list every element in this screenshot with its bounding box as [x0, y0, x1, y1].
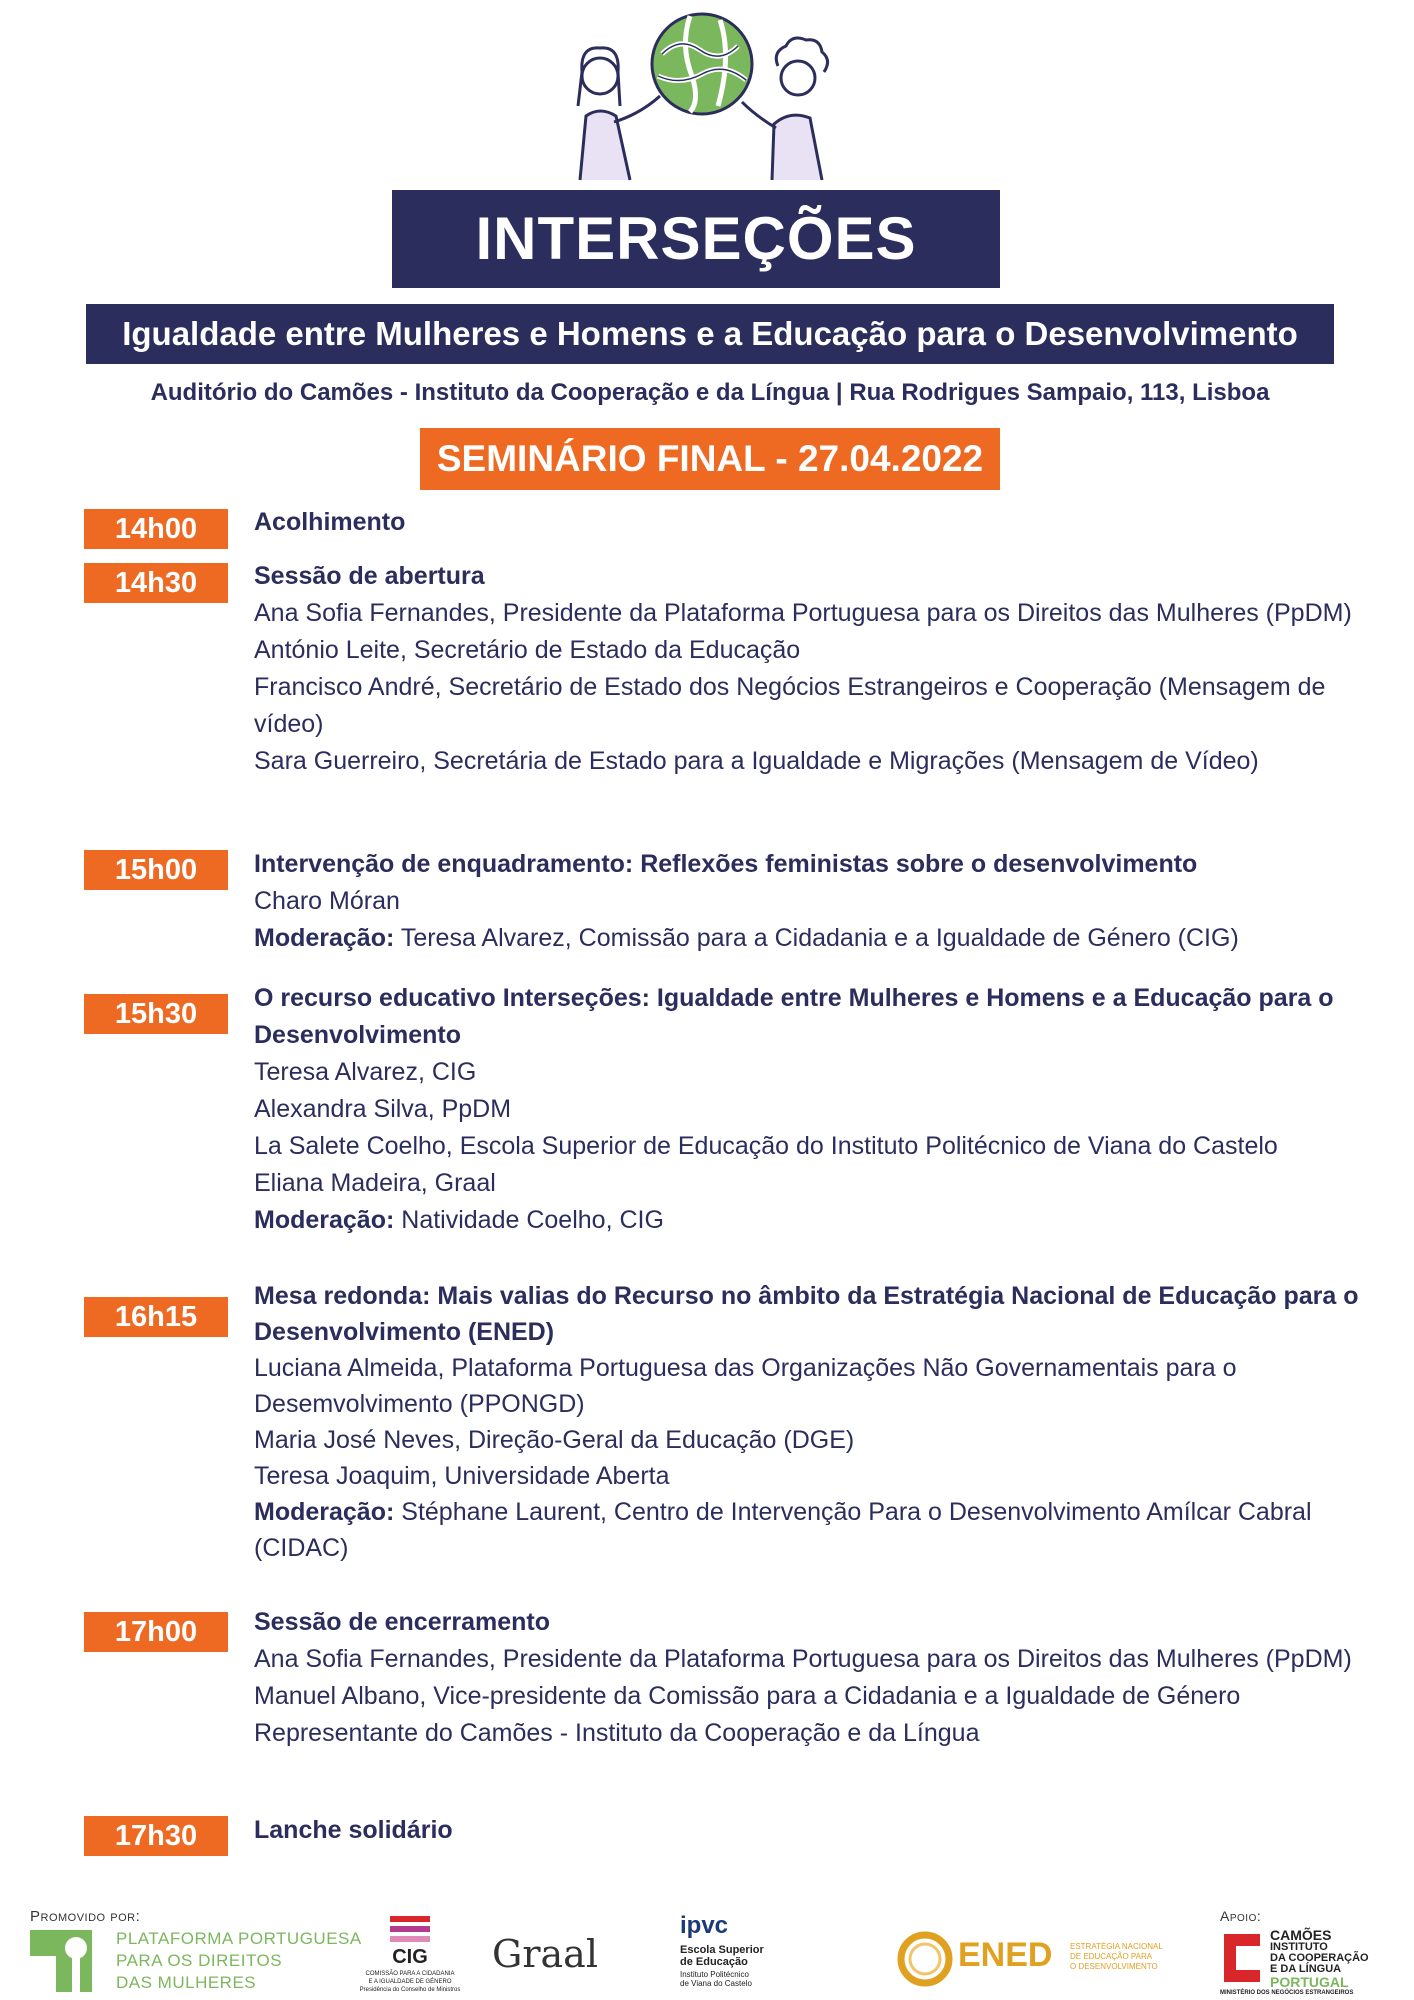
ipvc-line: de Viana do Castelo: [680, 1979, 752, 1988]
moderation-label: Moderação:: [254, 924, 395, 952]
session-title: Sessão de encerramento: [254, 1608, 550, 1636]
speaker-line: Teresa Alvarez, CIG: [254, 1058, 477, 1086]
speaker-line: Representante do Camões - Instituto da Cooperação e da Língua: [254, 1719, 980, 1747]
cig-bar: [390, 1926, 430, 1932]
moderation-line: [254, 920, 1384, 957]
camoes-line: DA COOPERAÇÃO: [1270, 1952, 1369, 1964]
cig-logo-bars: [390, 1916, 430, 1942]
cig-bar: [390, 1936, 430, 1942]
speaker-line: Sara Guerreiro, Secretária de Estado para a Igualdade e Migrações (Mensagem de Vídeo): [254, 747, 1259, 775]
cig-line: E A IGUALDADE DE GÉNERO: [368, 1979, 452, 1985]
ened-logo: ENED: [958, 1936, 1053, 1974]
time-badge: 14h00: [84, 509, 228, 549]
moderation-label: Moderação:: [254, 1498, 395, 1526]
program-item: [254, 1812, 1384, 1849]
page-subtitle: Igualdade entre Mulheres e Homens e a Educação para o Desenvolvimento: [86, 304, 1334, 364]
ened-ring-icon: [896, 1930, 954, 1988]
camoes-country: PORTUGAL: [1270, 1974, 1349, 1990]
seminar-date-banner: SEMINÁRIO FINAL - 27.04.2022: [420, 428, 1000, 490]
speaker-line: Alexandra Silva, PpDM: [254, 1095, 512, 1123]
support-label: Apoio:: [1220, 1908, 1262, 1924]
ppdm-line: PLATAFORMA PORTUGUESA: [116, 1929, 362, 1948]
moderation-label: Moderação:: [254, 1206, 395, 1234]
ipvc-logo-text: [680, 1944, 764, 1968]
time-badge: 16h15: [84, 1297, 228, 1337]
moderation-line: [254, 1494, 1384, 1566]
ened-logo-text: [1070, 1942, 1163, 1972]
session-title: Sessão de abertura: [254, 562, 485, 590]
speaker-line: Ana Sofia Fernandes, Presidente da Plataforma Portuguesa para os Direitos das Mulheres (PpDM): [254, 599, 1352, 627]
cig-line: COMISSÃO PARA A CIDADANIA: [365, 1971, 455, 1977]
session-title: Lanche solidário: [254, 1816, 453, 1844]
program-item: [254, 504, 1384, 541]
ppdm-logo-text: [116, 1928, 362, 1994]
moderator: Stéphane Laurent, Centro de Intervenção Para o Desenvolvimento Amílcar Cabral (CIDAC): [254, 1498, 1312, 1562]
ened-line: DE EDUCAÇÃO PARA: [1070, 1952, 1153, 1961]
speaker-line: Maria José Neves, Direção-Geral da Educação (DGE): [254, 1426, 855, 1454]
program-item: [254, 980, 1384, 1239]
speaker-line: Ana Sofia Fernandes, Presidente da Plataforma Portuguesa para os Direitos das Mulheres (PpDM): [254, 1645, 1352, 1673]
ipvc-line: Escola Superior: [680, 1944, 764, 1956]
session-title: O recurso educativo Interseções: Igualdade entre Mulheres e Homens e a Educação para o Desenvolvimento: [254, 984, 1334, 1049]
time-badge: 15h30: [84, 994, 228, 1034]
cig-bar: [390, 1916, 430, 1922]
program-item: [254, 846, 1384, 957]
camoes-line: E DA LÍNGUA: [1270, 1963, 1342, 1975]
cig-logo-text: [350, 1970, 470, 1994]
ppdm-line: DAS MULHERES: [116, 1973, 257, 1992]
time-badge: 15h00: [84, 850, 228, 890]
speaker-line: Teresa Joaquim, Universidade Aberta: [254, 1462, 670, 1490]
moderator: Teresa Alvarez, Comissão para a Cidadania e a Igualdade de Género (CIG): [400, 924, 1239, 952]
program-item: [254, 1278, 1384, 1566]
cig-line: Presidência do Conselho de Ministros: [359, 1987, 461, 1993]
moderator: Natividade Coelho, CIG: [401, 1206, 664, 1234]
speaker-line: Eliana Madeira, Graal: [254, 1169, 496, 1197]
session-title: Acolhimento: [254, 508, 406, 536]
cig-logo-acronym: CIG: [392, 1946, 428, 1968]
globe-people-illustration: [560, 6, 840, 186]
ened-line: ESTRATÉGIA NACIONAL: [1070, 1942, 1163, 1951]
camoes-logo-text: [1270, 1928, 1369, 1989]
camoes-ministry: MINISTÉRIO DOS NEGÓCIOS ESTRANGEIROS: [1220, 1990, 1354, 1996]
camoes-line: INSTITUTO: [1270, 1941, 1328, 1953]
camoes-c-icon: [1220, 1930, 1264, 1986]
moderation-line: [254, 1202, 1384, 1239]
ened-line: O DESENVOLVIMENTO: [1070, 1962, 1158, 1971]
ppdm-line: PARA OS DIREITOS: [116, 1951, 283, 1970]
graal-logo: Graal: [492, 1932, 598, 1976]
venue-text: Auditório do Camões - Instituto da Cooperação e da Língua | Rua Rodrigues Sampaio, 113, Lisboa: [150, 379, 1270, 406]
session-title: Mesa redonda: Mais valias do Recurso no âmbito da Estratégia Nacional de Educação para o Desenvolvimento (ENED): [254, 1282, 1359, 1346]
ipvc-line: Instituto Politécnico: [680, 1970, 749, 1979]
ipvc-line: de Educação: [680, 1956, 748, 1968]
ppdm-logo-icon: [30, 1930, 92, 1992]
ipvc-logo-subtext: [680, 1970, 752, 1988]
promoted-by-label: Promovido por:: [30, 1908, 141, 1925]
time-badge: 17h30: [84, 1816, 228, 1856]
session-title: Intervenção de enquadramento: Reflexões feministas sobre o desenvolvimento: [254, 850, 1198, 878]
ipvc-logo: ipvc: [680, 1912, 729, 1939]
speaker-line: António Leite, Secretário de Estado da Educação: [254, 636, 801, 664]
program-item: [254, 558, 1384, 780]
speaker-line: Luciana Almeida, Plataforma Portuguesa das Organizações Não Governamentais para o Desemvolvimento (PPONGD): [254, 1354, 1237, 1418]
speaker-line: Manuel Albano, Vice-presidente da Comissão para a Cidadania e a Igualdade de Género: [254, 1682, 1241, 1710]
time-badge: 17h00: [84, 1612, 228, 1652]
speaker-line: Francisco André, Secretário de Estado dos Negócios Estrangeiros e Cooperação (Mensagem de vídeo): [254, 673, 1326, 738]
page-title: INTERSEÇÕES: [392, 190, 1000, 288]
speaker-line: La Salete Coelho, Escola Superior de Educação do Instituto Politécnico de Viana do Castelo: [254, 1132, 1278, 1160]
camoes-line: CAMÕES: [1270, 1927, 1332, 1943]
program-item: [254, 1604, 1384, 1752]
time-badge: 14h30: [84, 563, 228, 603]
speaker-line: Charo Móran: [254, 887, 400, 915]
